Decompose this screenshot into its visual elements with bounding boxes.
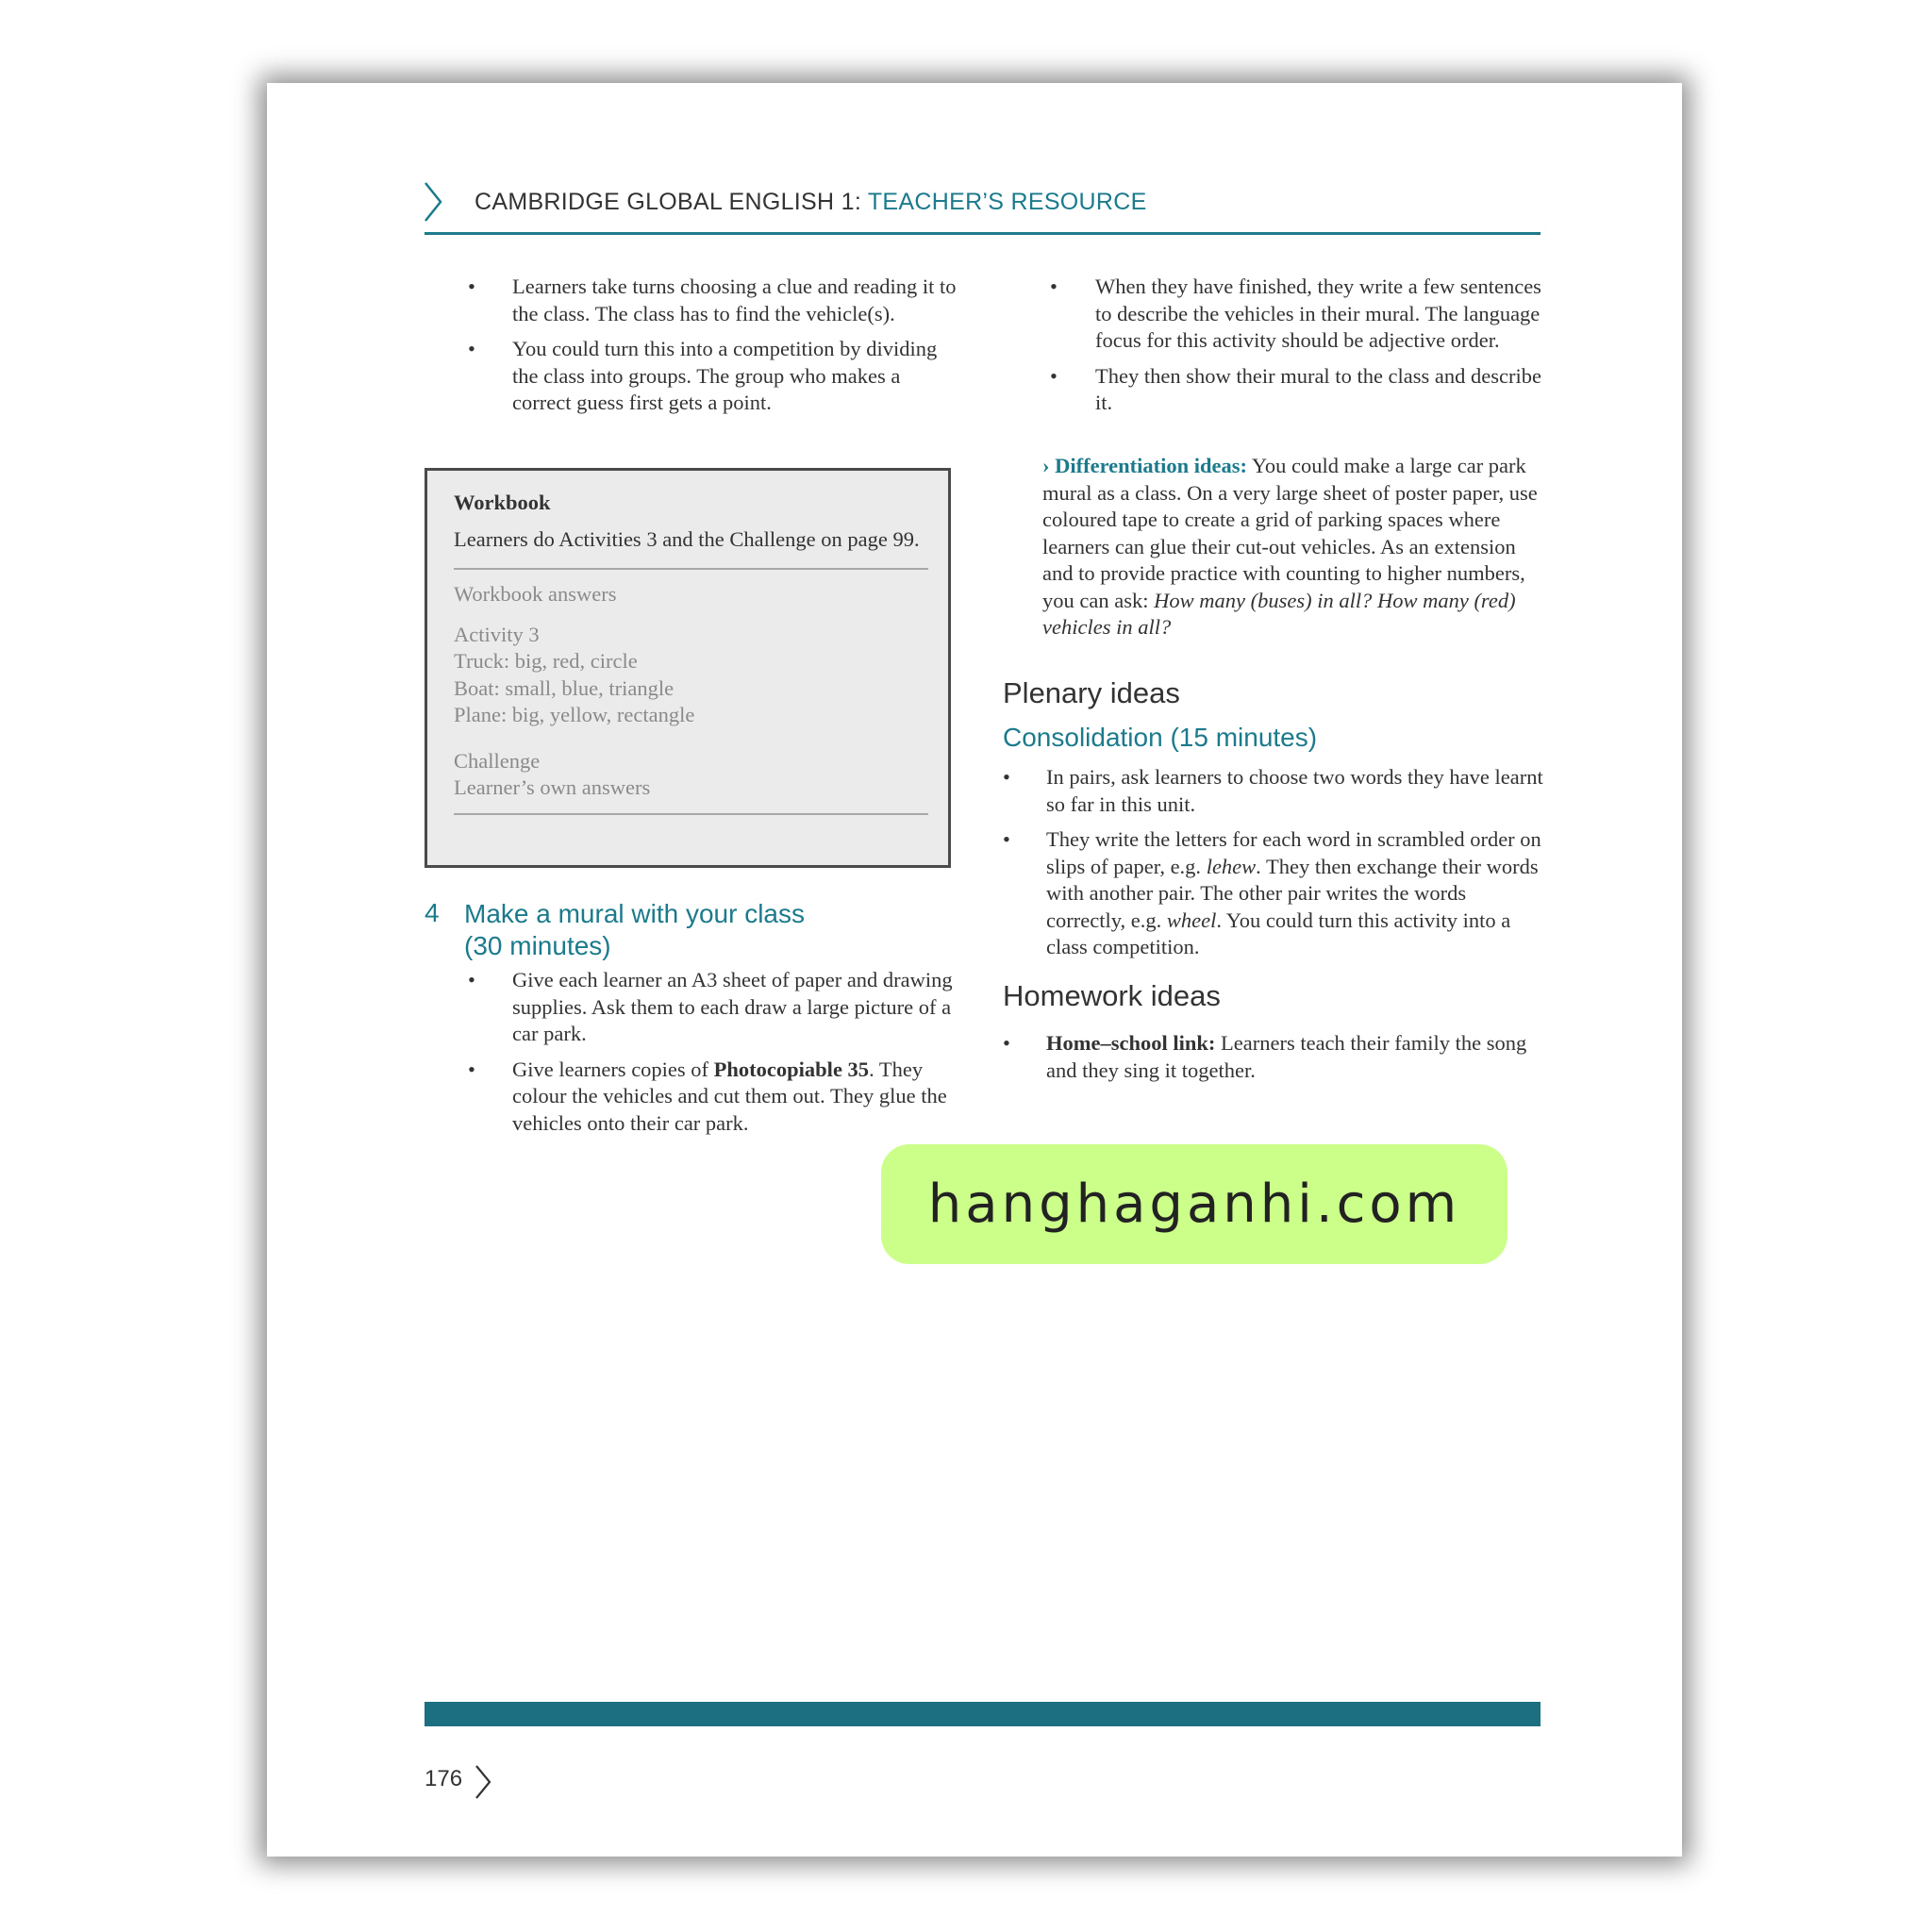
- page-number: 176: [425, 1766, 463, 1791]
- homework-heading: Homework ideas: [1003, 979, 1221, 1012]
- challenge-title: Challenge: [454, 748, 541, 773]
- divider: [454, 813, 928, 815]
- plenary-heading: Plenary ideas: [1003, 676, 1180, 709]
- chevron-right-icon: [423, 181, 443, 223]
- list-item: • They then show their mural to the class and describe it.: [1008, 363, 1541, 417]
- workbook-box: [425, 468, 951, 868]
- list-item: • When they have finished, they write a few sentences to describe the vehicles in their mural. The language focus for this activity should be adjective order.: [1008, 274, 1541, 355]
- workbook-text: Learners do Activities 3 and the Challenge on page 99.: [454, 526, 920, 551]
- section-title-line: (30 minutes): [464, 931, 611, 960]
- section-title-line: Make a mural with your class: [464, 899, 806, 928]
- section-title: [464, 898, 805, 962]
- watermark-text: hanghaganhi.com: [927, 1174, 1461, 1235]
- running-header: [475, 189, 1147, 216]
- section-number: 4: [425, 898, 440, 927]
- list-item: • Give each learner an A3 sheet of paper and drawing supplies. Ask them to each draw a large picture of a car park.: [425, 967, 962, 1048]
- footer-bar: [425, 1702, 1541, 1726]
- workbook-title: Workbook: [454, 491, 551, 514]
- left-bullet-list: [425, 274, 962, 425]
- activity-line: Truck: big, red, circle: [454, 649, 638, 673]
- section4-bullet-list: [425, 967, 962, 1145]
- workbook-answers-title: Workbook answers: [454, 582, 617, 606]
- list-item: • Learners take turns choosing a clue and reading it to the class. The class has to find the vehicle(s).: [425, 274, 962, 327]
- divider: [454, 568, 928, 570]
- header-rule: [425, 232, 1541, 235]
- watermark-badge: [881, 1144, 1507, 1264]
- differentiation-paragraph: › Differentiation ideas: You could make a large car park mural as a class. On a very large sheet of poster paper, use coloured tape to create a grid of parking spaces where learners can glue their cut-out vehicles. As an extension and to provide practice with counting to higher numbers, you can ask: How many (buses) in all? How many (red) vehicles in all?: [1042, 454, 1538, 639]
- header-title-suffix: TEACHER’S RESOURCE: [867, 189, 1147, 215]
- plenary-bullet-list: [1003, 764, 1543, 970]
- homework-bullet-list: [1003, 1030, 1543, 1092]
- consolidation-heading: Consolidation (15 minutes): [1003, 723, 1318, 752]
- list-item: • They write the letters for each word in scrambled order on slips of paper, e.g. lehew. They then exchange their words with another pair. The other pair writes the words correctly, e.g. wheel. You could turn this activity into a class competition.: [1003, 826, 1543, 961]
- list-item: • Give learners copies of Photocopiable 35. They colour the vehicles and cut them out. They glue the vehicles onto their car park.: [425, 1057, 962, 1138]
- activity-line: Boat: small, blue, triangle: [454, 675, 675, 700]
- right-bullet-list: [1008, 274, 1541, 425]
- chevron-right-icon: [474, 1764, 492, 1800]
- header-title-prefix: CAMBRIDGE GLOBAL ENGLISH 1:: [475, 189, 868, 215]
- list-item: • In pairs, ask learners to choose two words they have learnt so far in this unit.: [1003, 764, 1543, 818]
- list-item: • You could turn this into a competition by dividing the class into groups. The group who makes a correct guess first gets a point.: [425, 336, 962, 417]
- differentiation-label: › Differentiation ideas:: [1042, 454, 1248, 477]
- activity-line: Plane: big, yellow, rectangle: [454, 703, 695, 726]
- challenge-text: Learner’s own answers: [454, 775, 651, 799]
- activity-title: Activity 3: [454, 622, 540, 646]
- list-item: • Home–school link: Learners teach their family the song and they sing it together.: [1003, 1030, 1543, 1084]
